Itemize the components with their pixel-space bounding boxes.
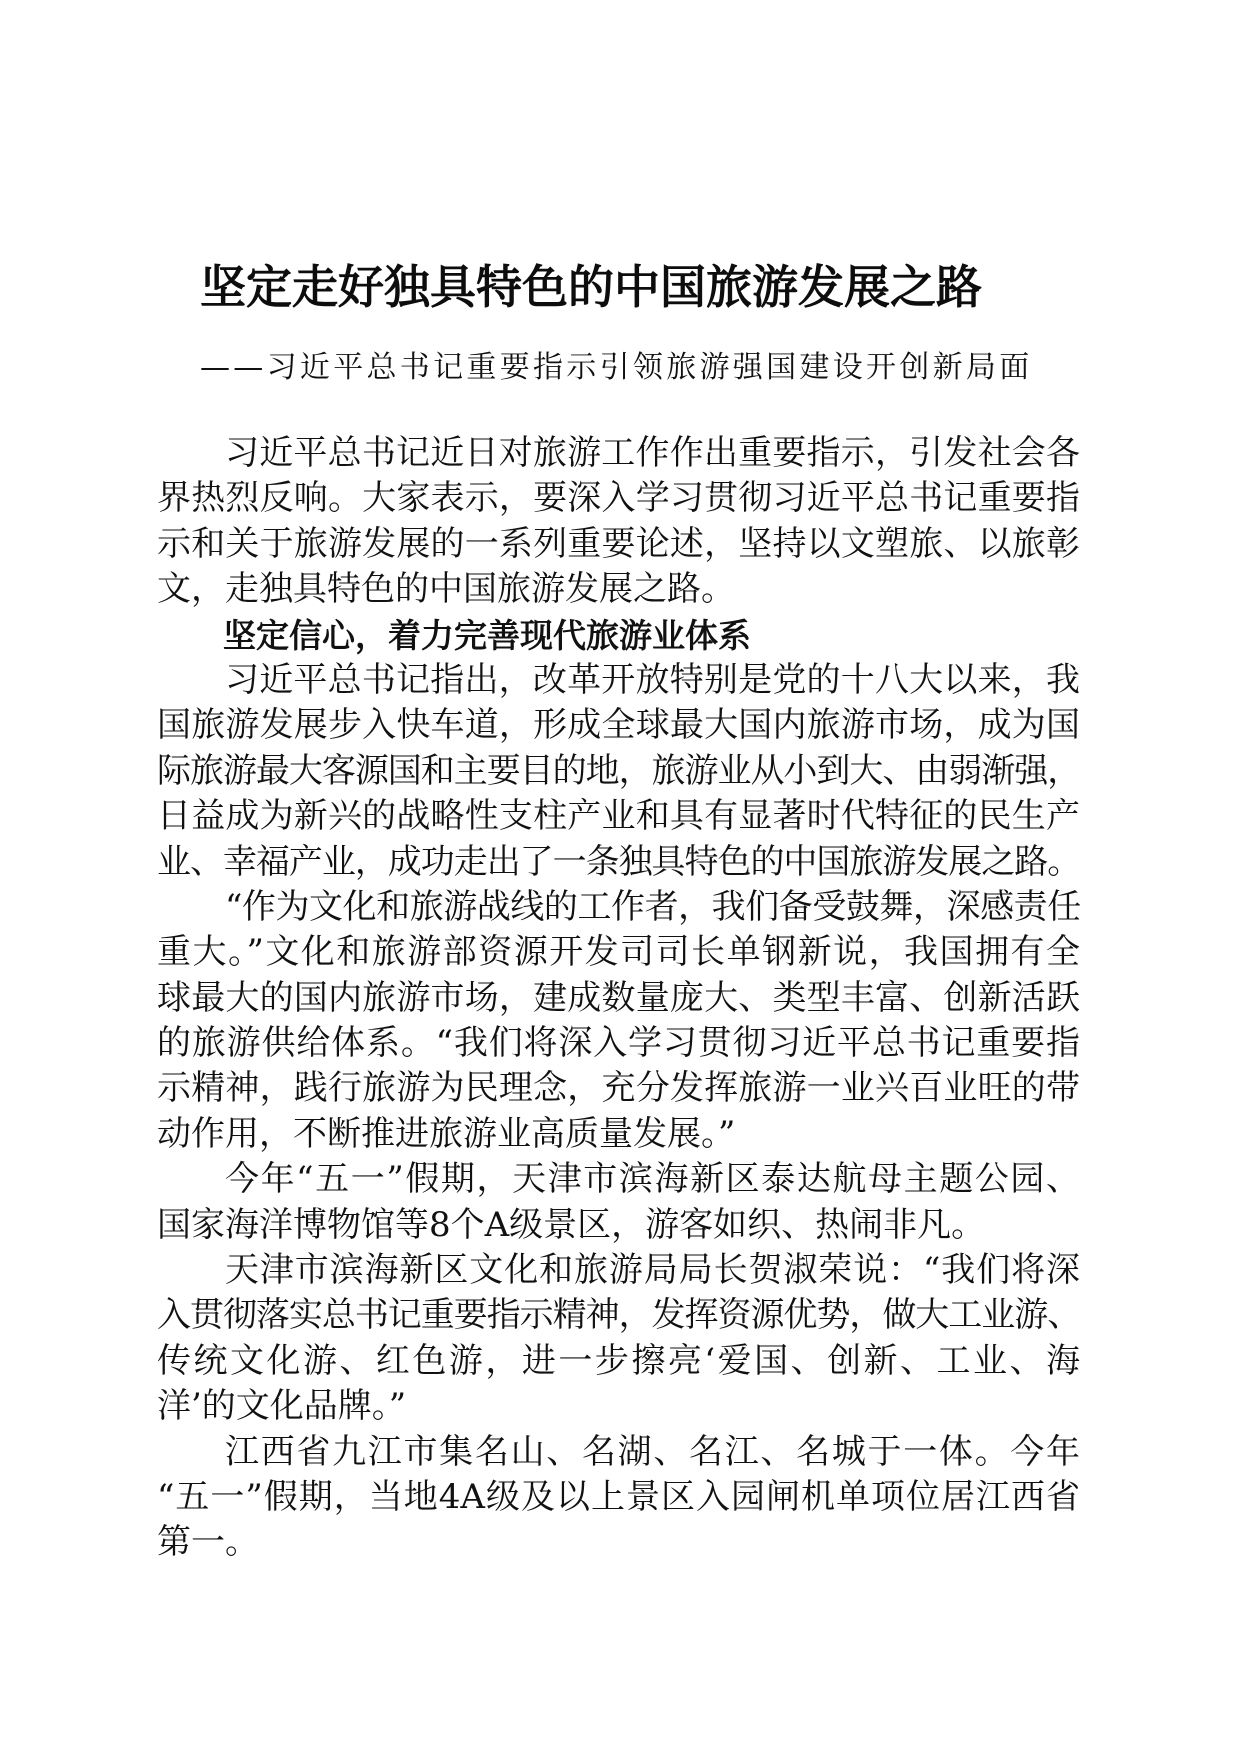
paragraph-line: 的旅游供给体系。“我们将深入学习贯彻习近平总书记重要指 [157,1023,1080,1064]
section-heading: 坚定信心，着力完善现代旅游业体系 [223,615,751,655]
paragraph-line: “作为文化和旅游战线的工作者，我们备受鼓舞，深感责任 [225,886,1080,927]
paragraph-line: 界热烈反响。大家表示，要深入学习贯彻习近平总书记重要指 [157,478,1080,519]
paragraph-line: “五一”假期，当地4A级及以上景区入园闸机单项位居江西省 [157,1476,1080,1517]
paragraph-line: 江西省九江市集名山、名湖、名江、名城于一体。今年 [225,1431,1080,1472]
article-subtitle: ——习近平总书记重要指示引领旅游强国建设开创新局面 [200,350,1033,385]
paragraph [157,1430,1080,1566]
paragraph-line: 球最大的国内旅游市场，建成数量庞大、类型丰富、创新活跃 [157,977,1080,1018]
paragraph-line: 际旅游最大客源国和主要目的地，旅游业从小到大、由弱渐强， [157,750,1080,791]
article-title: 坚定走好独具特色的中国旅游发展之路 [200,260,982,314]
paragraph-line: 文，走独具特色的中国旅游发展之路。 [157,569,735,610]
paragraph-line: 习近平总书记指出，改革开放特别是党的十八大以来，我 [225,659,1080,700]
paragraph-line: 天津市滨海新区文化和旅游局局长贺淑荣说：“我们将深 [225,1250,1080,1291]
paragraph [157,1157,1080,1248]
paragraph-line: 动作用，不断推进旅游业高质量发展。” [157,1113,736,1154]
paragraph-line: 洋’的文化品牌。” [157,1386,407,1427]
paragraph-line: 重大。”文化和旅游部资源开发司司长单钢新说，我国拥有全 [157,932,1080,973]
paragraph-line: 示精神，践行旅游为民理念，充分发挥旅游一业兴百业旺的带 [157,1068,1080,1109]
paragraph-line: 第一。 [157,1522,259,1563]
intro-paragraph [157,431,1080,613]
paragraph-line: 日益成为新兴的战略性支柱产业和具有显著时代特征的民生产 [157,796,1080,837]
paragraph-line: 传统文化游、红色游，进一步擦亮‘爱国、创新、工业、海 [157,1340,1080,1381]
paragraph-line: 国家海洋博物馆等8个A级景区，游客如织、热闹非凡。 [157,1204,986,1245]
paragraph-line: 入贯彻落实总书记重要指示精神，发挥资源优势，做大工业游、 [157,1295,1080,1336]
paragraph-line: 示和关于旅游发展的一系列重要论述，坚持以文塑旅、以旅彰 [157,523,1080,564]
paragraph-line: 今年“五一”假期，天津市滨海新区泰达航母主题公园、 [225,1159,1080,1200]
paragraph-line: 国旅游发展步入快车道，形成全球最大国内旅游市场，成为国 [157,705,1080,746]
article-body [157,431,1080,1566]
paragraph [157,1248,1080,1430]
paragraph-line: 习近平总书记近日对旅游工作作出重要指示，引发社会各 [225,433,1080,473]
paragraph [157,885,1080,1157]
paragraph-line: 业、幸福产业，成功走出了一条独具特色的中国旅游发展之路。 [157,841,1080,882]
paragraph [157,658,1080,885]
